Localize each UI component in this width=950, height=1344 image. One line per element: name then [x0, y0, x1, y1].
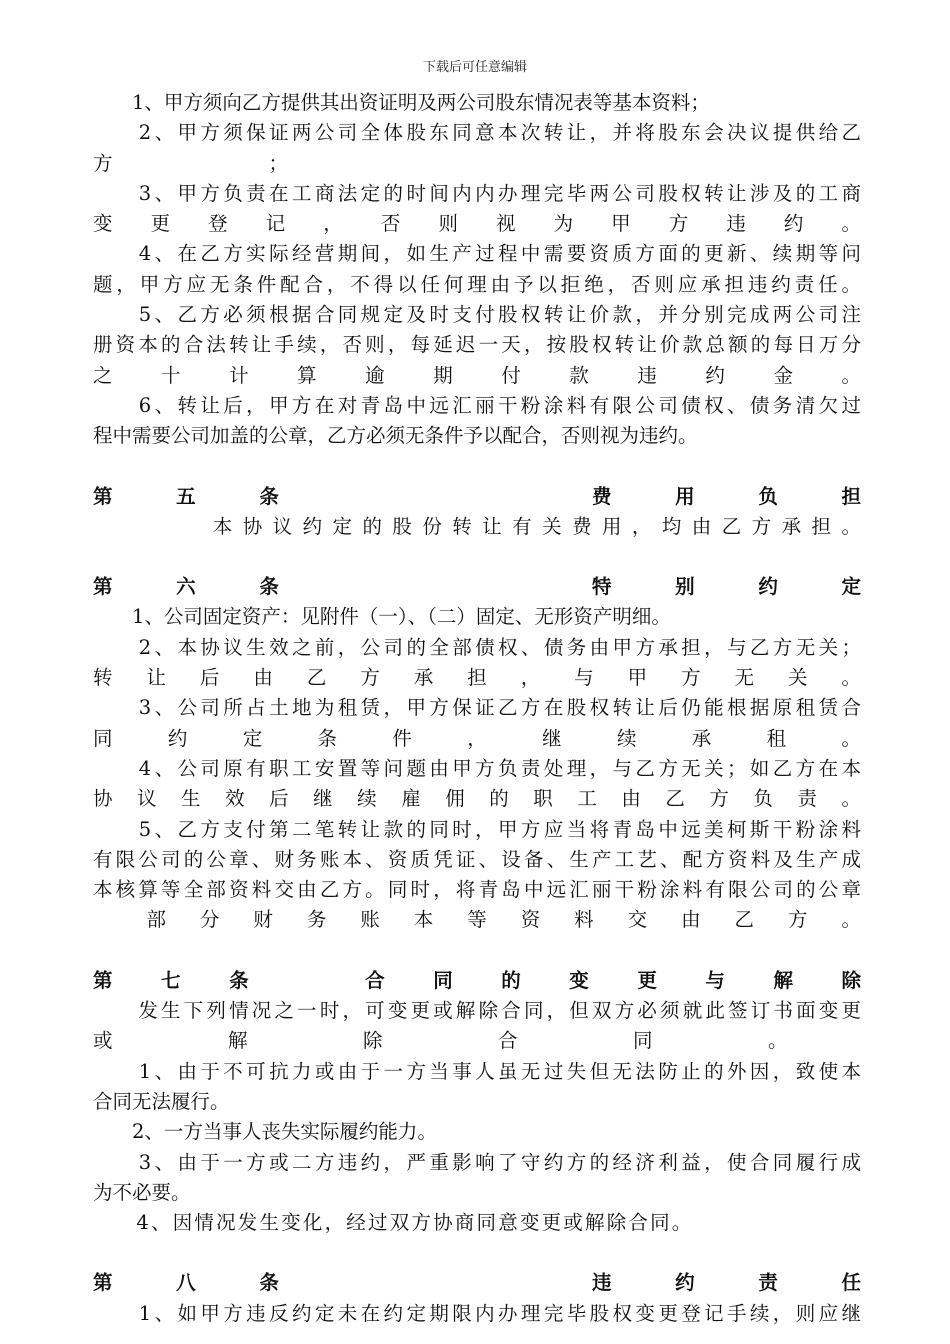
- section-8-liability: [93, 1268, 861, 1329]
- paragraph-line: 方 ；: [93, 151, 289, 175]
- paragraph-line: 2、一方当事人丧失实际履约能力。: [93, 1120, 437, 1144]
- paragraph-line: 1、公司固定资产：见附件（一）、（二）固定、无形资产明细。: [93, 605, 671, 629]
- paragraph-line: 变更登记，否则视为甲方违约。: [93, 212, 861, 236]
- paragraph-line: 2、本协议生效之前，公司的全部债权、债务由甲方承担，与乙方无关；: [93, 635, 861, 659]
- paragraph-line: 1、甲方须向乙方提供其出资证明及两公司股东情况表等基本资料；: [93, 91, 710, 114]
- section-heading: 第六条 特别约定: [93, 575, 861, 599]
- section-5-fees: [93, 482, 861, 543]
- paragraph-line: 为不必要。: [93, 1180, 191, 1204]
- paragraph-line: 1、由于不可抗力或由于一方当事人虽无过失但无法防止的外因，致使本: [93, 1059, 861, 1083]
- paragraph-line: 同约定条件，继续承租。: [93, 726, 861, 750]
- paragraph-line: 本核算等全部资料交由乙方。同时，将青岛中远汇丽干粉涂料有限公司的公章: [93, 878, 861, 902]
- section-heading: 第五条 费用负担: [93, 484, 861, 508]
- paragraph-line: 本协议约定的股份转让有关费用，均由乙方承担。: [93, 514, 861, 538]
- paragraph-line: 题，甲方应无条件配合，不得以任何理由予以拒绝，否则应承担违约责任。: [93, 272, 861, 296]
- paragraph-line: 或 解 除 合 同 。: [93, 1029, 836, 1053]
- paragraph-line: 6、转让后，甲方在对青岛中远汇丽干粉涂料有限公司债权、债务清欠过: [93, 393, 861, 417]
- section-7-modification: [93, 966, 861, 1239]
- paragraph-line: 发生下列情况之一时，可变更或解除合同，但双方必须就此签订书面变更: [93, 999, 861, 1023]
- paragraph-line: 3、由于一方或二方违约，严重影响了守约方的经济利益，使合同履行成: [93, 1150, 861, 1174]
- paragraph-line: 5、乙方支付第二笔转让款的同时，甲方应当将青岛中远美柯斯干粉涂料: [93, 817, 861, 841]
- section-4-obligations: [93, 88, 861, 452]
- paragraph-line: 合同无法履行。: [93, 1089, 230, 1113]
- paragraph-line: 册资本的合法转让手续，否则，每延迟一天，按股权转让价款总额的每日万分: [93, 333, 861, 357]
- paragraph-line: 1、如甲方违反约定未在约定期限内办理完毕股权变更登记手续，则应继: [93, 1301, 861, 1325]
- paragraph-line: 程中需要公司加盖的公章，乙方必须无条件予以配合，否则视为违约。: [93, 424, 698, 448]
- paragraph-line: 协议生效后继续雇佣的职工由乙方负责。: [93, 787, 861, 811]
- paragraph-line: 3、甲方负责在工商法定的时间内内办理完毕两公司股权转让涉及的工商: [93, 181, 861, 205]
- paragraph-line: 之十计算逾期付款违约金。: [93, 363, 861, 387]
- paragraph-line: 有限公司的公章、财务账本、资质凭证、设备、生产工艺、配方资料及生产成: [93, 847, 861, 871]
- paragraph-line: 5、乙方必须根据合同规定及时支付股权转让价款，并分别完成两公司注: [93, 303, 861, 327]
- paragraph-line: 4、在乙方实际经营期间，如生产过程中需要资质方面的更新、续期等问: [93, 242, 861, 266]
- paragraph-line: 部分财务账本等资料交由乙方。: [93, 908, 861, 932]
- section-heading: 第七条 合同的变更与解除: [93, 968, 861, 992]
- section-heading: 第八条 违约责任: [93, 1271, 861, 1295]
- paragraph-line: 4、因情况发生变化，经过双方协商同意变更或解除合同。: [93, 1211, 694, 1235]
- paragraph-line: 2、甲方须保证两公司全体股东同意本次转让，并将股东会决议提供给乙: [93, 121, 861, 145]
- section-6-special-terms: [93, 572, 861, 936]
- contract-body: [93, 88, 861, 1329]
- paragraph-line: 3、公司所占土地为租赁，甲方保证乙方在股权转让后仍能根据原租赁合: [93, 696, 861, 720]
- paragraph-line: 转让后由乙方承担，与甲方无关。: [93, 666, 861, 690]
- paragraph-line: 4、公司原有职工安置等问题由甲方负责处理，与乙方无关；如乙方在本: [93, 756, 861, 780]
- page-header-note: 下载后可任意编辑: [422, 60, 527, 75]
